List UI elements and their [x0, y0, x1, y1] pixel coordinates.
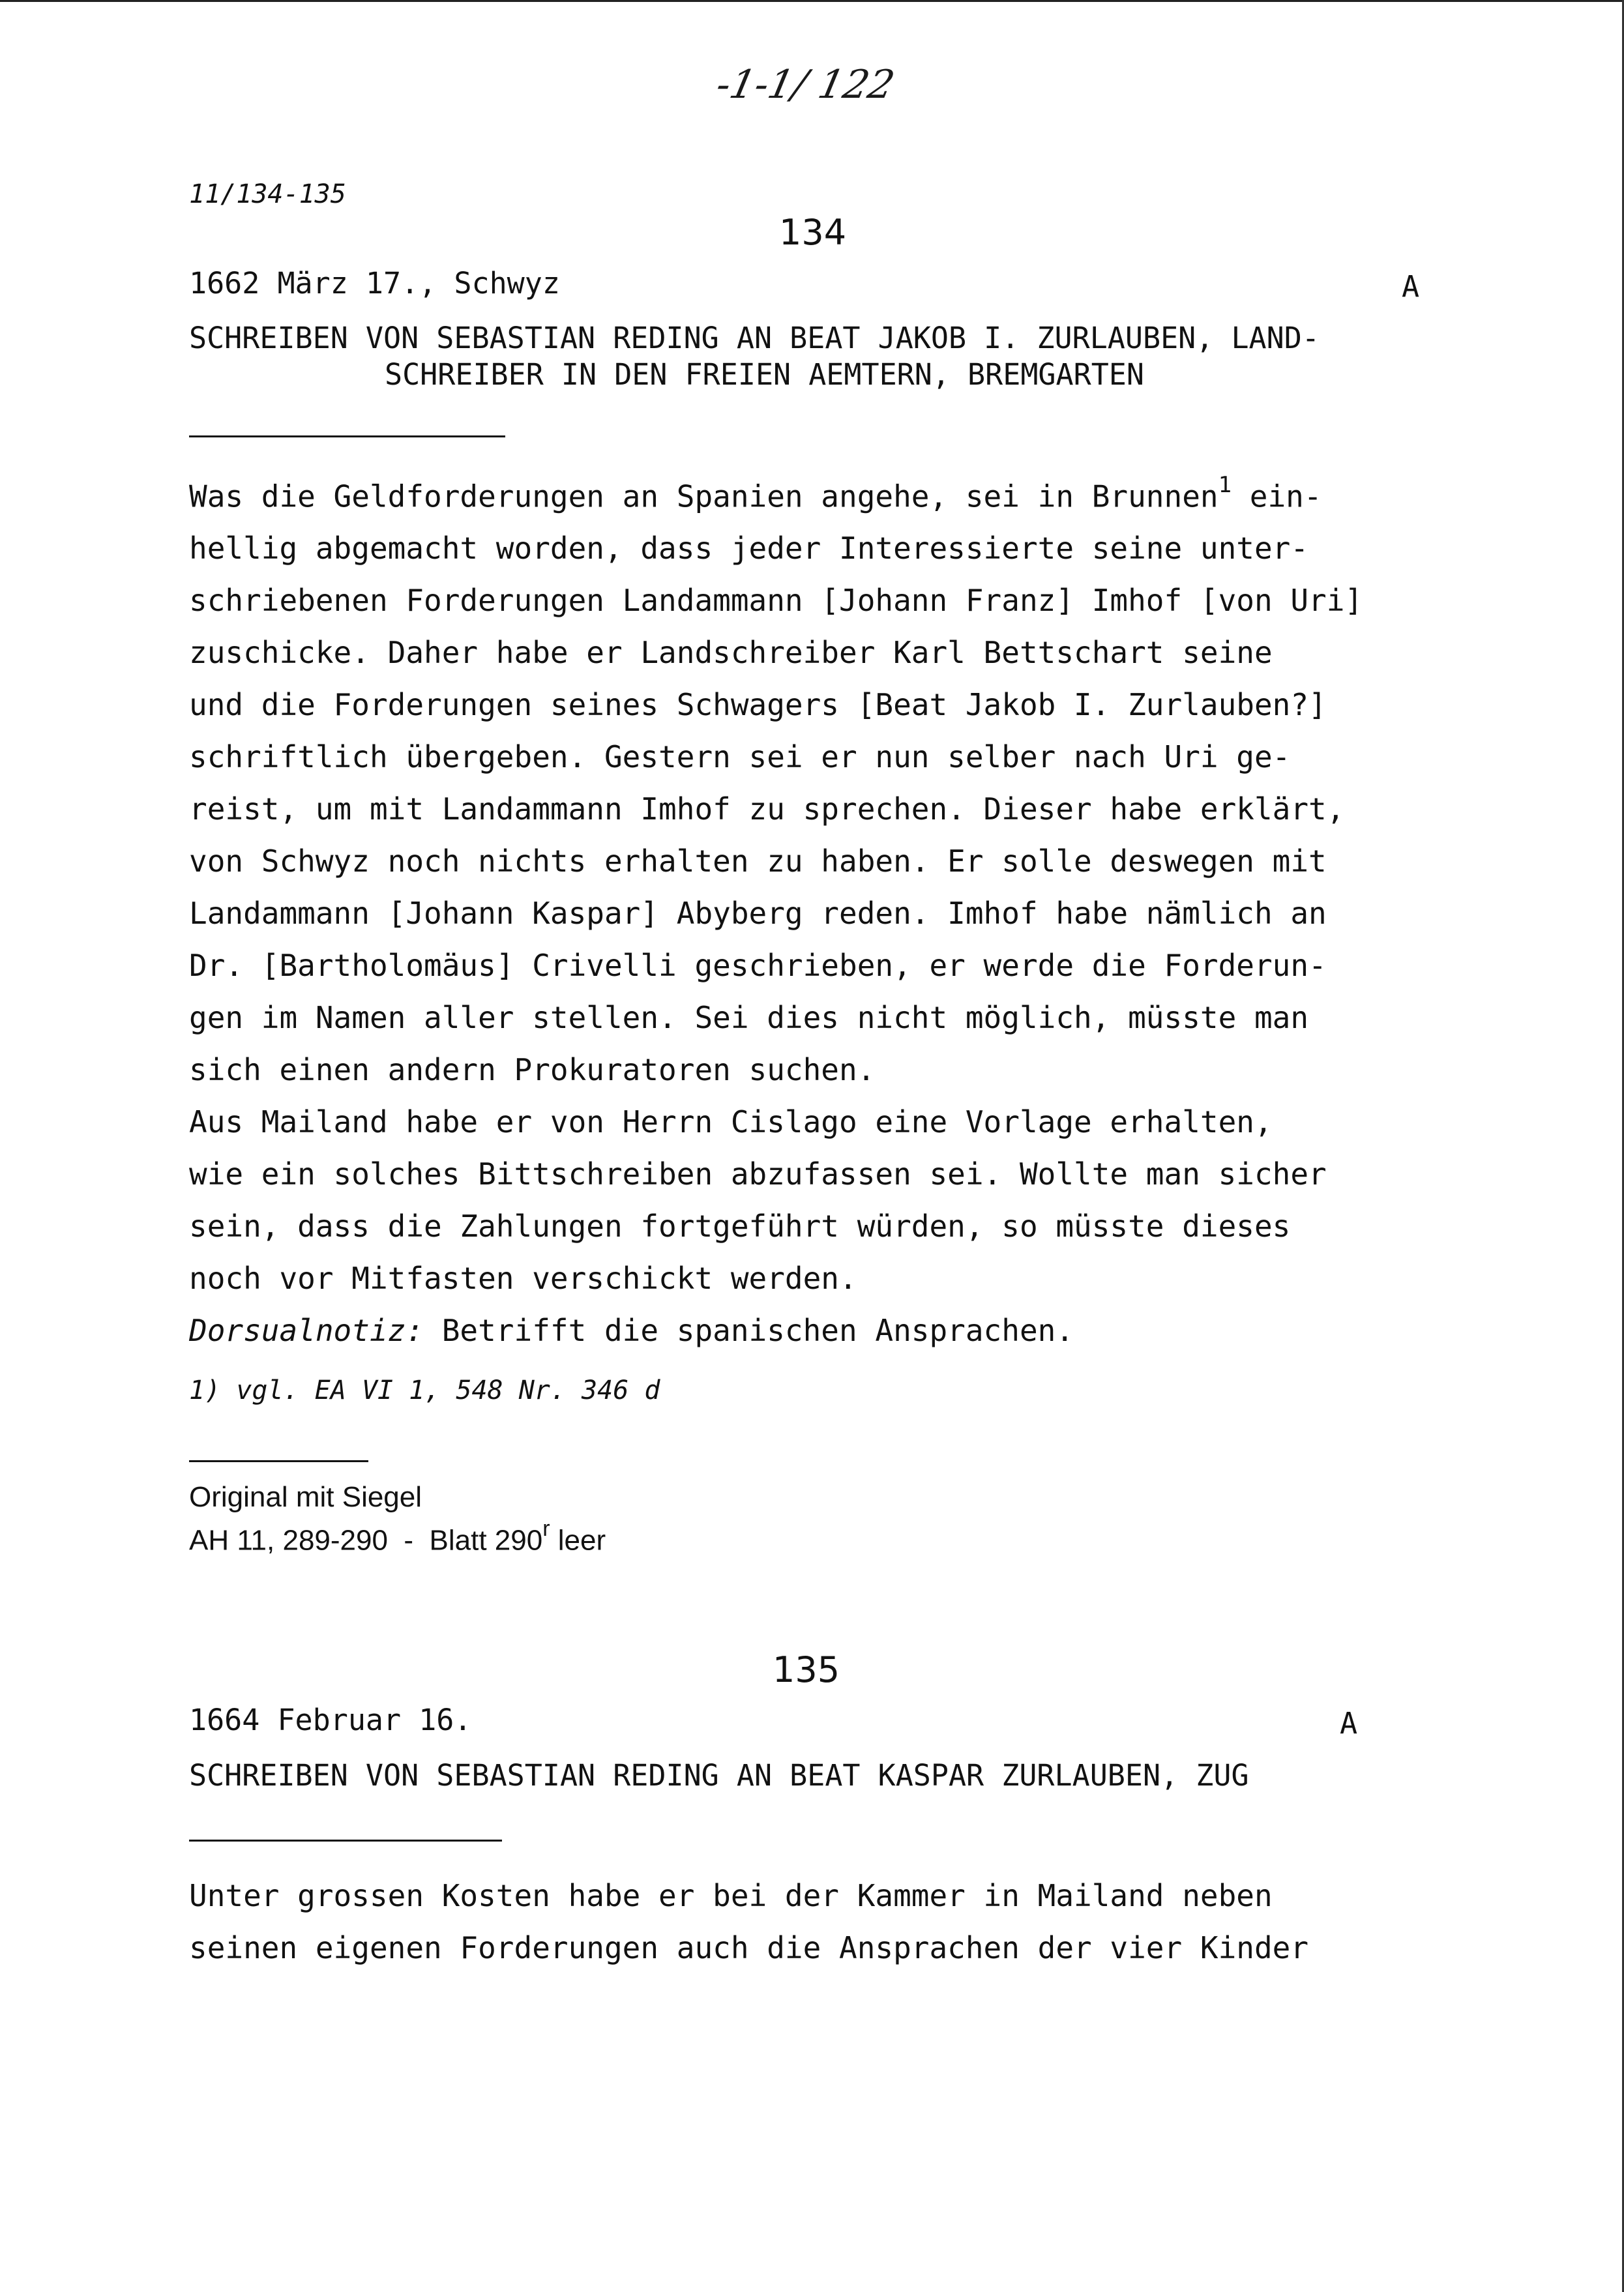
entry-title-line-2: SCHREIBER IN DEN FREIEN AEMTERN, BREMGARTEN — [385, 357, 1144, 392]
body-line: Dr. [Bartholomäus] Crivelli geschrieben, er werde die Forderun- — [189, 948, 1327, 984]
source-line-2 — [189, 1515, 606, 1559]
source-note: leer — [550, 1524, 606, 1557]
dorsual-text: Betrifft die spanischen Ansprachen. — [424, 1313, 1074, 1349]
entry-date: 1662 März 17., Schwyz — [189, 266, 560, 301]
entry-date: 1664 Februar 16. — [189, 1703, 472, 1737]
recto-marker: r — [542, 1516, 550, 1541]
body-line: hellig abgemacht worden, dass jeder Interessierte seine unter- — [189, 531, 1309, 566]
dorsual-label: Dorsualnotiz: — [189, 1313, 424, 1349]
body-line: Was die Geldforderungen an Spanien angehe, sei in Brunnen — [189, 478, 1218, 514]
body-line: reist, um mit Landammann Imhof zu sprechen. Dieser habe erklärt, — [189, 791, 1345, 827]
body-line: Unter grossen Kosten habe er bei der Kammer in Mailand neben — [189, 1878, 1273, 1913]
page-top-border — [0, 0, 1624, 2]
body-line: Aus Mailand habe er von Herrn Cislago eine Vorlage erhalten, — [189, 1104, 1273, 1140]
body-line: und die Forderungen seines Schwagers [Beat Jakob I. Zurlauben?] — [189, 687, 1327, 723]
entry-title-line-1: SCHREIBEN VON SEBASTIAN REDING AN BEAT KASPAR ZURLAUBEN, ZUG — [189, 1758, 1249, 1793]
source-location: AH 11, 289-290 - Blatt 290 — [189, 1524, 543, 1557]
entry-body — [189, 1870, 1308, 1974]
handwritten-folio-mark: -1-1/ 122 — [712, 62, 899, 108]
body-line: schriebenen Forderungen Landammann [Johann Franz] Imhof [von Uri] — [189, 583, 1363, 619]
body-line: seinen eigenen Forderungen auch die Ansprachen der vier Kinder — [189, 1930, 1309, 1965]
footnote: 1) vgl. EA VI 1, 548 Nr. 346 d — [189, 1375, 660, 1405]
entry-type-letter: A — [1340, 1706, 1358, 1741]
footnote-marker: 1 — [1218, 472, 1232, 498]
entry-number-134: 134 — [779, 212, 847, 253]
title-divider — [189, 1840, 502, 1842]
title-divider — [189, 435, 505, 437]
source-line-1: Original mit Siegel — [189, 1481, 422, 1513]
entry-number-135: 135 — [773, 1649, 840, 1690]
entry-type-letter: A — [1402, 269, 1420, 304]
body-line: sich einen andern Prokuratoren suchen. — [189, 1052, 876, 1088]
body-line: sein, dass die Zahlungen fortgeführt würden, so müsste dieses — [189, 1209, 1291, 1244]
footnote-divider — [189, 1460, 368, 1462]
body-line: schriftlich übergeben. Gestern sei er nun selber nach Uri ge- — [189, 739, 1291, 775]
body-line: noch vor Mitfasten verschickt werden. — [189, 1261, 857, 1297]
entry-title-line-1: SCHREIBEN VON SEBASTIAN REDING AN BEAT JAKOB I. ZURLAUBEN, LAND- — [189, 321, 1320, 355]
body-line: Landammann [Johann Kaspar] Abyberg reden. Imhof habe nämlich an — [189, 896, 1327, 932]
entry-body — [189, 463, 1363, 1357]
body-line: zuschicke. Daher habe er Landschreiber Karl Bettschart seine — [189, 635, 1273, 671]
body-line: gen im Namen aller stellen. Sei dies nicht möglich, müsste man — [189, 1000, 1309, 1036]
body-line: von Schwyz noch nichts erhalten zu haben. Er solle deswegen mit — [189, 844, 1327, 879]
archive-reference: 11/134-135 — [189, 179, 346, 209]
body-line: wie ein solches Bittschreiben abzufassen sei. Wollte man sicher — [189, 1156, 1327, 1192]
body-line-tail: ein- — [1232, 478, 1322, 514]
